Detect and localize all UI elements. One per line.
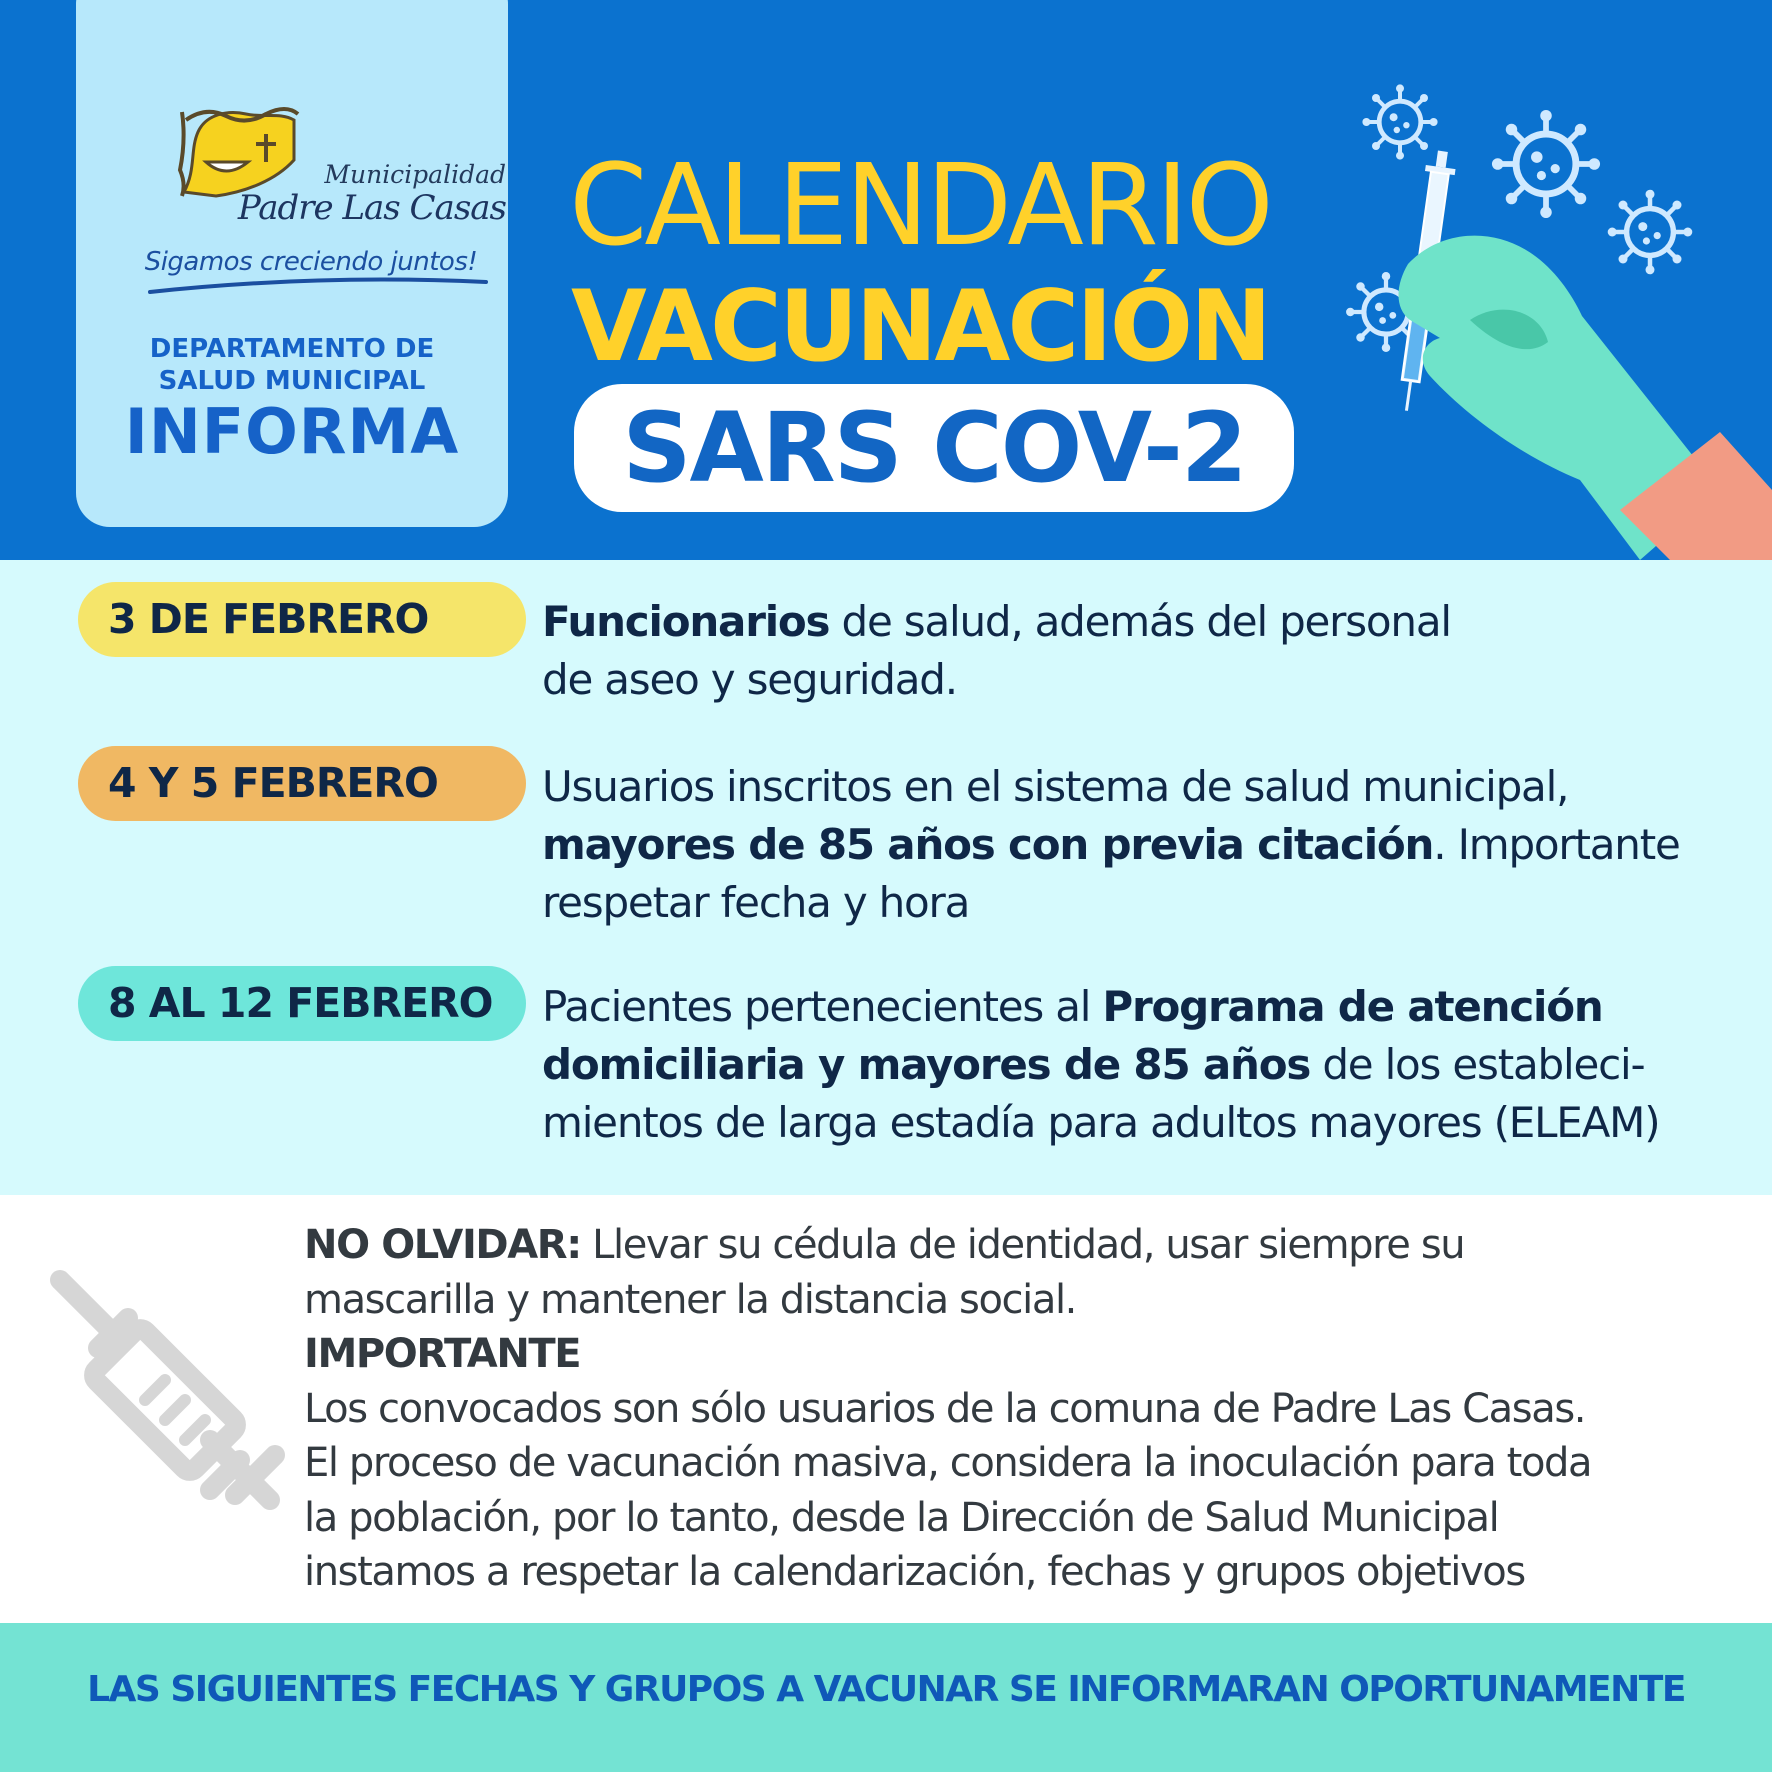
header-banner xyxy=(0,0,1772,560)
vaccine-illustration xyxy=(1320,80,1772,560)
description-bold: Funcionarios xyxy=(542,597,830,646)
no-olvidar-text: Llevar su cédula de identidad, usar siempre su xyxy=(580,1222,1465,1268)
syringe-icon xyxy=(40,1260,290,1520)
schedule-description xyxy=(542,978,1762,1152)
description-text: respetar fecha y hora xyxy=(542,878,970,927)
virus-icon xyxy=(1608,190,1693,275)
title-vacunacion: VACUNACIÓN xyxy=(570,270,1270,384)
footer-banner xyxy=(0,1623,1772,1772)
department-line-2: SALUD MUNICIPAL xyxy=(158,366,426,396)
informa-label: INFORMA xyxy=(124,395,460,468)
description-text: de los estableci- xyxy=(1310,1040,1645,1089)
description-bold: domiciliaria y mayores de 85 años xyxy=(542,1040,1311,1089)
importante-line: instamos a respetar la calendarización, fechas y grupos objetivos xyxy=(304,1549,1525,1595)
title-sars-cov-2: SARS COV-2 xyxy=(622,392,1246,504)
importante-label: IMPORTANTE xyxy=(304,1331,581,1377)
description-text: de salud, además del personal xyxy=(829,597,1451,646)
title-calendario: CALENDARIO xyxy=(569,141,1271,271)
importante-line: El proceso de vacunación masiva, considera la inoculación para toda xyxy=(304,1440,1592,1486)
description-text: . Importante xyxy=(1433,820,1680,869)
date-badge: 4 Y 5 FEBRERO xyxy=(78,746,526,821)
importante-line: Los convocados son sólo usuarios de la comuna de Padre Las Casas. xyxy=(304,1385,1586,1432)
importante-line: la población, por lo tanto, desde la Dirección de Salud Municipal xyxy=(304,1494,1499,1541)
no-olvidar-text: mascarilla y mantener la distancia social. xyxy=(304,1276,1076,1323)
date-badge: 3 DE FEBRERO xyxy=(78,582,526,657)
virus-icon xyxy=(1362,84,1437,159)
municipality-name: Padre Las Casas xyxy=(237,188,506,228)
slogan-underline xyxy=(148,270,488,300)
description-text: Usuarios inscritos en el sistema de salud municipal, xyxy=(542,762,1569,811)
schedule-section xyxy=(0,560,1772,1195)
no-olvidar-label: NO OLVIDAR: xyxy=(304,1222,581,1268)
schedule-description xyxy=(542,593,1762,709)
department-label xyxy=(76,333,508,397)
municipality-small-label: Municipalidad xyxy=(324,160,506,189)
description-text: Pacientes pertenecientes al xyxy=(542,982,1103,1031)
description-text: mientos de larga estadía para adultos mayores (ELEAM) xyxy=(542,1098,1660,1147)
date-badge: 8 AL 12 FEBRERO xyxy=(78,966,526,1041)
description-text: de aseo y seguridad. xyxy=(542,655,957,704)
title-pill xyxy=(574,384,1294,512)
slogan: Sigamos creciendo juntos! xyxy=(144,247,478,277)
footer-text: LAS SIGUIENTES FECHAS Y GRUPOS A VACUNAR SE INFORMARAN OPORTUNAMENTE xyxy=(87,1669,1685,1710)
schedule-description xyxy=(542,758,1762,932)
description-bold: Programa de atención xyxy=(1102,982,1603,1031)
logo-card xyxy=(76,0,508,527)
notes-text xyxy=(304,1218,1764,1600)
virus-icon xyxy=(1492,110,1600,218)
description-bold: mayores de 85 años con previa citación xyxy=(542,820,1434,869)
department-line-1: DEPARTAMENTO DE xyxy=(149,334,435,364)
